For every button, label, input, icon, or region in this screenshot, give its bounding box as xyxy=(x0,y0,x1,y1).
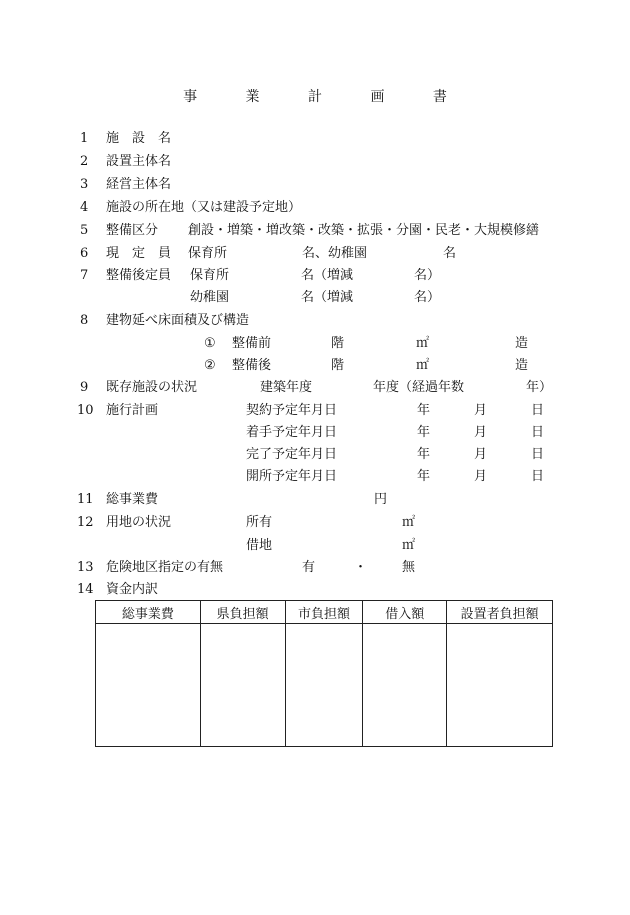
year-unit: 年 xyxy=(417,447,431,462)
contract-date-label: 契約予定年月日 xyxy=(246,403,338,418)
facility-location-label: 施設の所在地（又は建設予定地） xyxy=(106,200,302,215)
floors-unit: 階 xyxy=(331,336,345,351)
funding-breakdown-table xyxy=(95,600,553,747)
row-marker: ① xyxy=(204,336,216,351)
start-date-label: 着手予定年月日 xyxy=(246,425,338,440)
construction-year-label: 建築年度 xyxy=(260,380,313,395)
day-unit: 日 xyxy=(531,403,545,418)
table-row xyxy=(96,624,553,747)
month-unit: 月 xyxy=(474,469,488,484)
elapsed-years-label: 年度（経過年数 xyxy=(373,380,465,395)
completion-date-label: 完了予定年月日 xyxy=(246,447,338,462)
year-unit: 年 xyxy=(417,469,431,484)
development-category-options: 創設・増築・増改築・改築・拡張・分園・民老・大規模修繕 xyxy=(188,223,540,238)
floor-area-structure-label: 建物延べ床面積及び構造 xyxy=(106,313,250,328)
day-unit: 日 xyxy=(531,425,545,440)
leased-label: 借地 xyxy=(246,538,273,553)
years-unit: 年） xyxy=(526,380,553,395)
page-title xyxy=(0,86,630,106)
item-number: 9 xyxy=(80,380,89,395)
item-number: 8 xyxy=(80,313,89,328)
total-cost-cell[interactable] xyxy=(96,624,201,747)
construction-plan-label: 施行計画 xyxy=(106,403,159,418)
no-option: 無 xyxy=(402,560,416,575)
prefecture-share-cell[interactable] xyxy=(200,624,285,747)
item-number: 4 xyxy=(80,200,89,215)
table-header-row xyxy=(96,601,553,624)
persons-unit: 名 xyxy=(443,246,457,261)
yes-option: 有 xyxy=(302,560,316,575)
current-capacity-label: 現 定 員 xyxy=(106,246,172,261)
title-char: 業 xyxy=(245,89,260,105)
item-number: 1 xyxy=(80,131,89,146)
area-unit: ㎡ xyxy=(402,515,416,530)
owned-label: 所有 xyxy=(246,515,273,530)
year-unit: 年 xyxy=(417,425,431,440)
operator-name-label: 経営主体名 xyxy=(106,177,172,192)
item-number: 11 xyxy=(77,492,94,507)
founder-share-cell[interactable] xyxy=(447,624,553,747)
month-unit: 月 xyxy=(474,447,488,462)
increase-decrease-label: 名（増減 xyxy=(301,290,354,305)
option-separator: ・ xyxy=(354,560,368,575)
title-char: 計 xyxy=(308,89,322,105)
opening-date-label: 開所予定年月日 xyxy=(246,469,338,484)
area-unit: ㎡ xyxy=(402,538,416,553)
founder-share-header: 設置者負担額 xyxy=(447,601,553,624)
area-unit: ㎡ xyxy=(416,336,430,351)
city-share-header: 市負担額 xyxy=(285,601,363,624)
month-unit: 月 xyxy=(474,425,488,440)
item-number: 3 xyxy=(80,177,89,192)
item-number: 13 xyxy=(77,560,94,575)
facility-name-label: 施 設 名 xyxy=(106,131,172,146)
land-status-label: 用地の状況 xyxy=(106,515,172,530)
item-number: 12 xyxy=(77,515,94,530)
title-char: 書 xyxy=(432,89,447,105)
item-number: 5 xyxy=(80,223,89,238)
total-cost-label: 総事業費 xyxy=(106,492,159,507)
post-capacity-label: 整備後定員 xyxy=(106,268,172,283)
row-marker: ② xyxy=(204,358,216,373)
title-char: 事 xyxy=(183,89,198,105)
title-char: 画 xyxy=(370,89,385,105)
structure-unit: 造 xyxy=(515,358,529,373)
before-development-label: 整備前 xyxy=(232,336,272,351)
founder-name-label: 設置主体名 xyxy=(106,154,172,169)
persons-unit: 名） xyxy=(414,290,441,305)
item-number: 6 xyxy=(80,246,89,261)
total-cost-header: 総事業費 xyxy=(96,601,201,624)
city-share-cell[interactable] xyxy=(285,624,363,747)
item-number: 7 xyxy=(80,268,89,283)
development-category-label: 整備区分 xyxy=(106,223,159,238)
prefecture-share-header: 県負担額 xyxy=(200,601,285,624)
month-unit: 月 xyxy=(474,403,488,418)
increase-decrease-label: 名（増減 xyxy=(301,268,354,283)
hazard-area-label: 危険地区指定の有無 xyxy=(106,560,224,575)
item-number: 10 xyxy=(77,403,94,418)
item-number: 2 xyxy=(80,154,89,169)
after-development-label: 整備後 xyxy=(232,358,272,373)
item-number: 14 xyxy=(77,582,94,597)
day-unit: 日 xyxy=(531,447,545,462)
funding-breakdown-label: 資金内訳 xyxy=(106,582,159,597)
kindergarten-label: 幼稚園 xyxy=(190,290,230,305)
day-unit: 日 xyxy=(531,469,545,484)
loan-amount-cell[interactable] xyxy=(363,624,447,747)
yen-unit: 円 xyxy=(374,492,388,507)
floors-unit: 階 xyxy=(331,358,345,373)
year-unit: 年 xyxy=(417,403,431,418)
loan-amount-header: 借入額 xyxy=(363,601,447,624)
nursery-label: 保育所 xyxy=(190,268,230,283)
area-unit: ㎡ xyxy=(416,358,430,373)
structure-unit: 造 xyxy=(515,336,529,351)
nursery-label: 保育所 xyxy=(188,246,228,261)
persons-unit: 名） xyxy=(414,268,441,283)
kindergarten-label: 名、幼稚園 xyxy=(302,246,368,261)
existing-facility-label: 既存施設の状況 xyxy=(106,380,198,395)
